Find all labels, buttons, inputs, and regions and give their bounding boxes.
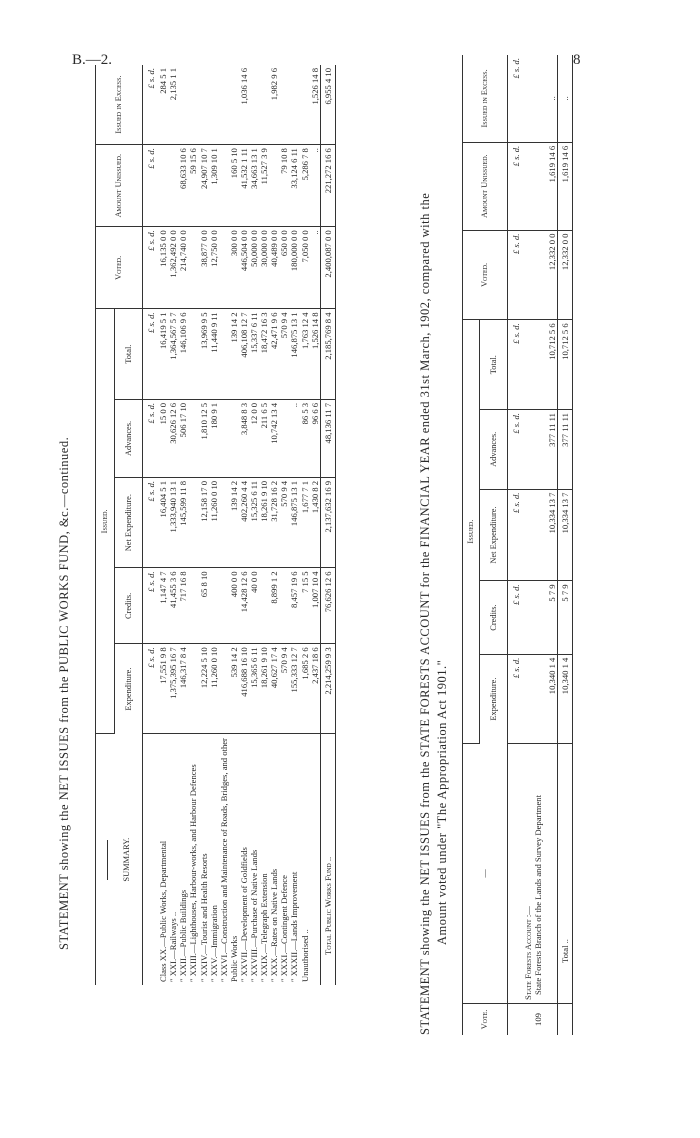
col-unissued: Amount Unissued.: [96, 145, 143, 227]
row-expenditure: 1,685 2 6: [300, 644, 310, 734]
row-total: 16,419 5 1: [158, 309, 168, 399]
col-total: Total.: [115, 309, 143, 399]
unit-label: £ s. d.: [143, 568, 159, 644]
row-voted: 1,362,492 0 0: [168, 227, 178, 309]
table-row: [158, 65, 168, 985]
row-net-expenditure: 10,334 13 7: [533, 489, 557, 581]
vote-number: 109: [533, 1013, 544, 1026]
col-credits: Credits.: [480, 581, 508, 654]
unit-label: £ s. d.: [508, 489, 524, 581]
public-works-fund-table: [95, 65, 336, 985]
col-dash: —: [463, 743, 508, 1003]
row-expenditure: 10,340 1 4: [533, 654, 557, 743]
row-unissued: [269, 145, 279, 227]
row-net-expenditure: 145,599 11 8: [178, 477, 188, 567]
table-row: [300, 65, 310, 985]
row-advances: 86 5 3: [300, 399, 310, 477]
row-excess: [289, 65, 299, 145]
row-label: ″ XXVIII.—Purchase of Native Lands: [249, 849, 260, 982]
table-row: [259, 65, 269, 985]
row-advances: [188, 399, 198, 477]
row-advances: 377 11 11: [533, 410, 557, 489]
total-voted: 12,332 0 0: [557, 230, 572, 320]
row-advances: 180 9 1: [209, 399, 219, 477]
row-unissued: ..: [310, 145, 321, 227]
row-excess: [199, 65, 209, 145]
row-expenditure: 416,688 16 10: [239, 644, 249, 734]
row-unissued: 79 10 8: [279, 145, 289, 227]
total-advances: 377 11 11: [557, 410, 572, 489]
row-label: Class XX.—Public Works, Departmental: [158, 840, 169, 982]
row-excess: 284 5 1: [158, 65, 168, 145]
row-advances: 96 6 6: [310, 399, 321, 477]
row-total: 1,364,567 5 7: [168, 309, 178, 399]
row-credits: 7 15 5: [300, 568, 310, 644]
row-label: ″ XXXI.—Contingent Defence: [279, 875, 290, 982]
row-voted: 300 0 0: [219, 227, 239, 309]
row-expenditure: 155,333 12 7: [289, 644, 299, 734]
row-voted: 16,135 0 0: [158, 227, 168, 309]
row-label: ″ XXIX.—Telegraph Extension: [259, 873, 270, 982]
row-excess: [300, 65, 310, 145]
row-label: ″ XXVII.—Development of Goldfields: [238, 847, 249, 982]
row-advances: 3,848 8 3: [239, 399, 249, 477]
row-voted: ..: [310, 227, 321, 309]
row-voted: 650 0 0: [279, 227, 289, 309]
row-credits: [279, 568, 289, 644]
row-credits: [209, 568, 219, 644]
col-advances: Advances.: [115, 399, 143, 477]
row-credits: 717 16 8: [178, 568, 188, 644]
row-expenditure: 15,365 6 11: [249, 644, 259, 734]
row-credits: 41,455 3 6: [168, 568, 178, 644]
row-advances: [219, 399, 239, 477]
table-row: [533, 55, 557, 1035]
col-excess: Issued in Excess.: [96, 65, 143, 145]
row-expenditure: 1,375,395 16 7: [168, 644, 178, 734]
row-expenditure: 2,437 18 6: [310, 644, 321, 734]
row-net-expenditure: 31,728 16 2: [269, 477, 279, 567]
units-row: [143, 65, 159, 985]
row-net-expenditure: [188, 477, 198, 567]
row-unissued: 68,633 10 6: [178, 145, 188, 227]
row-net-expenditure: 1,333,940 13 1: [168, 477, 178, 567]
col-expenditure: Expenditure.: [115, 644, 143, 734]
row-total: 11,440 9 11: [209, 309, 219, 399]
total-expenditure: 2,214,259 9 3: [320, 644, 335, 734]
row-label: ″ XXV.—Immigration: [208, 905, 219, 982]
row-total: 18,472 16 3: [259, 309, 269, 399]
row-excess: [259, 65, 269, 145]
state-forests-table: [462, 55, 573, 1035]
table-row: [269, 65, 279, 985]
col-summary-label: SUMMARY.: [121, 837, 131, 882]
row-label: State Forests Branch of the Lands and Survey Department: [533, 743, 557, 1003]
unit-label: £ s. d.: [508, 55, 524, 142]
row-total: 570 9 4: [279, 309, 289, 399]
row-credits: 40 0 0: [249, 568, 259, 644]
row-advances: 15 0 0: [158, 399, 168, 477]
row-expenditure: 40,627 17 4: [269, 644, 279, 734]
row-unissued: [158, 145, 168, 227]
row-total: 42,471 9 6: [269, 309, 279, 399]
row-label: ″ XXIII.—Lighthouses, Harbour-works, and Harbour Defences: [188, 764, 199, 982]
row-total: 1,526 14 8: [310, 309, 321, 399]
table-row: [178, 65, 188, 985]
row-voted: 38,877 0 0: [199, 227, 209, 309]
col-net-expenditure: Net Expenditure.: [480, 489, 508, 581]
row-label: Unauthorised ..: [299, 929, 310, 982]
row-voted: 30,000 0 0: [259, 227, 269, 309]
total-advances: 48,136 11 7: [320, 399, 335, 477]
row-unissued: 160 5 10: [219, 145, 239, 227]
total-row: [557, 55, 572, 1035]
row-net-expenditure: 11,260 0 10: [209, 477, 219, 567]
row-total: 1,763 12 4: [300, 309, 310, 399]
table-row: [249, 65, 259, 985]
row-total: 13,969 9 5: [199, 309, 209, 399]
row-expenditure: [188, 644, 198, 734]
row-net-expenditure: 15,325 6 11: [249, 477, 259, 567]
unit-label: £ s. d.: [508, 230, 524, 320]
row-total: 139 14 2: [219, 309, 239, 399]
row-advances: ..: [289, 399, 299, 477]
row-expenditure: 11,260 0 10: [209, 644, 219, 734]
table-row: [239, 65, 249, 985]
col-summary: [96, 734, 143, 985]
row-net-expenditure: 146,875 13 1: [289, 477, 299, 567]
col-issued: Issued.: [96, 309, 115, 734]
row-excess: 1,036 14 6: [239, 65, 249, 145]
table-row: [168, 65, 178, 985]
total-credits: 76,626 12 6: [320, 568, 335, 644]
total-expenditure: 10,340 1 4: [557, 654, 572, 743]
row-advances: 211 6 5: [259, 399, 269, 477]
total-excess: ..: [557, 55, 572, 142]
row-unissued: 59 15 6: [188, 145, 198, 227]
col-credits: Credits.: [115, 568, 143, 644]
row-expenditure: 539 14 2: [219, 644, 239, 734]
unit-label: £ s. d.: [143, 477, 159, 567]
row-expenditure: 18,261 9 10: [259, 644, 269, 734]
row-label: ″ XXI.—Railways ..: [168, 911, 179, 982]
col-net-expenditure: Net Expenditure.: [115, 477, 143, 567]
unit-label: £ s. d.: [508, 410, 524, 489]
row-voted: 12,332 0 0: [533, 230, 557, 320]
col-expenditure: Expenditure.: [480, 654, 508, 743]
table-row: [219, 65, 239, 985]
row-credits: 65 8 10: [199, 568, 209, 644]
col-voted: Voted.: [96, 227, 143, 309]
table-row: [279, 65, 289, 985]
row-label: ″ XXXII.—Lands Improvement: [289, 871, 300, 982]
row-excess: [249, 65, 259, 145]
page-reference: B.—2.: [72, 52, 113, 68]
row-excess: [219, 65, 239, 145]
row-excess: [209, 65, 219, 145]
row-net-expenditure: 18,261 9 10: [259, 477, 269, 567]
table-row: [188, 65, 198, 985]
total-credits: 5 7 9: [557, 581, 572, 654]
unit-label: £ s. d.: [508, 581, 524, 654]
table-row: [289, 65, 299, 985]
row-label: [310, 734, 321, 985]
unit-label: £ s. d.: [143, 227, 159, 309]
total-row: [320, 65, 335, 985]
row-unissued: 24,907 10 7: [199, 145, 209, 227]
unit-label: £ s. d.: [508, 320, 524, 410]
row-expenditure: 146,317 8 4: [178, 644, 188, 734]
row-total: 146,875 13 1: [289, 309, 299, 399]
row-net-expenditure: 1,430 8 2: [310, 477, 321, 567]
row-excess: 2,135 1 1: [168, 65, 178, 145]
row-excess: [178, 65, 188, 145]
col-excess: Issued in Excess.: [463, 55, 508, 142]
row-credits: [259, 568, 269, 644]
units-row: [508, 55, 524, 1035]
col-unissued: Amount Unissued.: [463, 142, 508, 230]
row-unissued: 34,663 13 1: [249, 145, 259, 227]
row-label: ″ XXX.—Rates on Native Lands: [269, 868, 280, 982]
section-label: State Forests Account :—: [523, 743, 533, 1003]
row-unissued: [168, 145, 178, 227]
row-total: 406,108 12 7: [239, 309, 249, 399]
total-unissued: 1,619 14 6: [557, 142, 572, 230]
row-unissued: 1,309 10 1: [209, 145, 219, 227]
page-number: 8: [573, 52, 581, 68]
row-total: 15,337 6 11: [249, 309, 259, 399]
row-label: ″ XXVI.—Construction and Maintenance of Roads, Bridges, and other Public Works: [218, 738, 239, 982]
row-advances: 30,626 12 6: [168, 399, 178, 477]
row-unissued: 5,286 7 8: [300, 145, 310, 227]
row-excess: [279, 65, 289, 145]
table-row: [209, 65, 219, 985]
row-net-expenditure: 1,677 7 1: [300, 477, 310, 567]
row-voted: 180,000 0 0: [289, 227, 299, 309]
row-total: 10,712 5 6: [533, 320, 557, 410]
col-total: Total.: [480, 320, 508, 410]
row-voted: 446,504 0 0: [239, 227, 249, 309]
row-excess: 1,526 14 8: [310, 65, 321, 145]
row-unissued: 33,124 6 11: [289, 145, 299, 227]
col-vote: Vote.: [463, 1004, 508, 1035]
row-unissued: 11,527 3 9: [259, 145, 269, 227]
row-label: ″ XXIV.—Tourist and Health Resorts: [198, 853, 209, 982]
unit-label: £ s. d.: [143, 399, 159, 477]
total-net-expenditure: 10,334 13 7: [557, 489, 572, 581]
total-label: Total ..: [557, 743, 572, 1003]
row-net-expenditure: 139 14 2: [219, 477, 239, 567]
row-voted: [188, 227, 198, 309]
row-credits: 400 0 0: [219, 568, 239, 644]
row-voted: 50,000 0 0: [249, 227, 259, 309]
row-credits: [188, 568, 198, 644]
unit-label: £ s. d.: [508, 142, 524, 230]
row-voted: 214,740 0 0: [178, 227, 188, 309]
row-expenditure: 12,224 5 10: [199, 644, 209, 734]
unit-label: £ s. d.: [143, 309, 159, 399]
row-total: 146,106 9 6: [178, 309, 188, 399]
rotated-page-content: [0, 40, 700, 1080]
col-advances: Advances.: [480, 410, 508, 489]
row-unissued: 41,532 1 11: [239, 145, 249, 227]
row-net-expenditure: 570 9 4: [279, 477, 289, 567]
row-credits: 8,899 1 2: [269, 568, 279, 644]
unit-label: £ s. d.: [143, 644, 159, 734]
row-credits: 1,147 4 7: [158, 568, 168, 644]
statement2-title-line1: STATEMENT showing the NET ISSUES from the STATE FORESTS ACCOUNT for the FINANCIAL YEAR ended 31st March, 1902, compared with the: [418, 192, 432, 1035]
row-unissued: 1,619 14 6: [533, 142, 557, 230]
row-advances: 1,810 12 5: [199, 399, 209, 477]
row-net-expenditure: 16,404 5 1: [158, 477, 168, 567]
col-voted: Voted.: [463, 230, 508, 320]
row-advances: [279, 399, 289, 477]
total-voted: 2,400,087 0 0: [320, 227, 335, 309]
row-credits: 14,428 12 6: [239, 568, 249, 644]
row-excess: 1,982 9 6: [269, 65, 279, 145]
total-excess: 6,955 4 10: [320, 65, 335, 145]
row-expenditure: 17,551 9 8: [158, 644, 168, 734]
row-advances: 12 0 0: [249, 399, 259, 477]
unit-label: £ s. d.: [143, 65, 159, 145]
row-voted: 7,050 0 0: [300, 227, 310, 309]
row-voted: 40,489 0 0: [269, 227, 279, 309]
row-total: [188, 309, 198, 399]
total-total: 2,185,769 8 4: [320, 309, 335, 399]
row-credits: 5 7 9: [533, 581, 557, 654]
row-net-expenditure: 12,158 17 0: [199, 477, 209, 567]
statement2-title-line2: Amount voted under "The Appropriation Act 1901.": [435, 659, 449, 945]
total-total: 10,712 5 6: [557, 320, 572, 410]
row-net-expenditure: 402,260 4 4: [239, 477, 249, 567]
table-row: [199, 65, 209, 985]
col-issued: Issued.: [463, 320, 480, 744]
table-row: [310, 65, 321, 985]
statement1-title: STATEMENT showing the NET ISSUES from the PUBLIC WORKS FUND, &c.—continued.: [57, 436, 71, 950]
unit-label: £ s. d.: [143, 145, 159, 227]
section-row: [523, 55, 533, 1035]
row-credits: 8,457 19 6: [289, 568, 299, 644]
row-expenditure: 570 9 4: [279, 644, 289, 734]
unit-label: £ s. d.: [508, 654, 524, 743]
row-excess: [188, 65, 198, 145]
total-net-expenditure: 2,137,632 16 9: [320, 477, 335, 567]
row-excess: ..: [533, 55, 557, 142]
row-label: ″ XXII.—Public Buildings: [178, 889, 189, 982]
row-voted: 12,750 0 0: [209, 227, 219, 309]
row-credits: 1,007 10 4: [310, 568, 321, 644]
total-unissued: 221,272 16 6: [320, 145, 335, 227]
row-advances: 10,742 13 4: [269, 399, 279, 477]
row-advances: 506 17 10: [178, 399, 188, 477]
total-label: Total Public Works Fund ..: [320, 734, 335, 985]
public-works-fund-rows: [143, 65, 321, 985]
